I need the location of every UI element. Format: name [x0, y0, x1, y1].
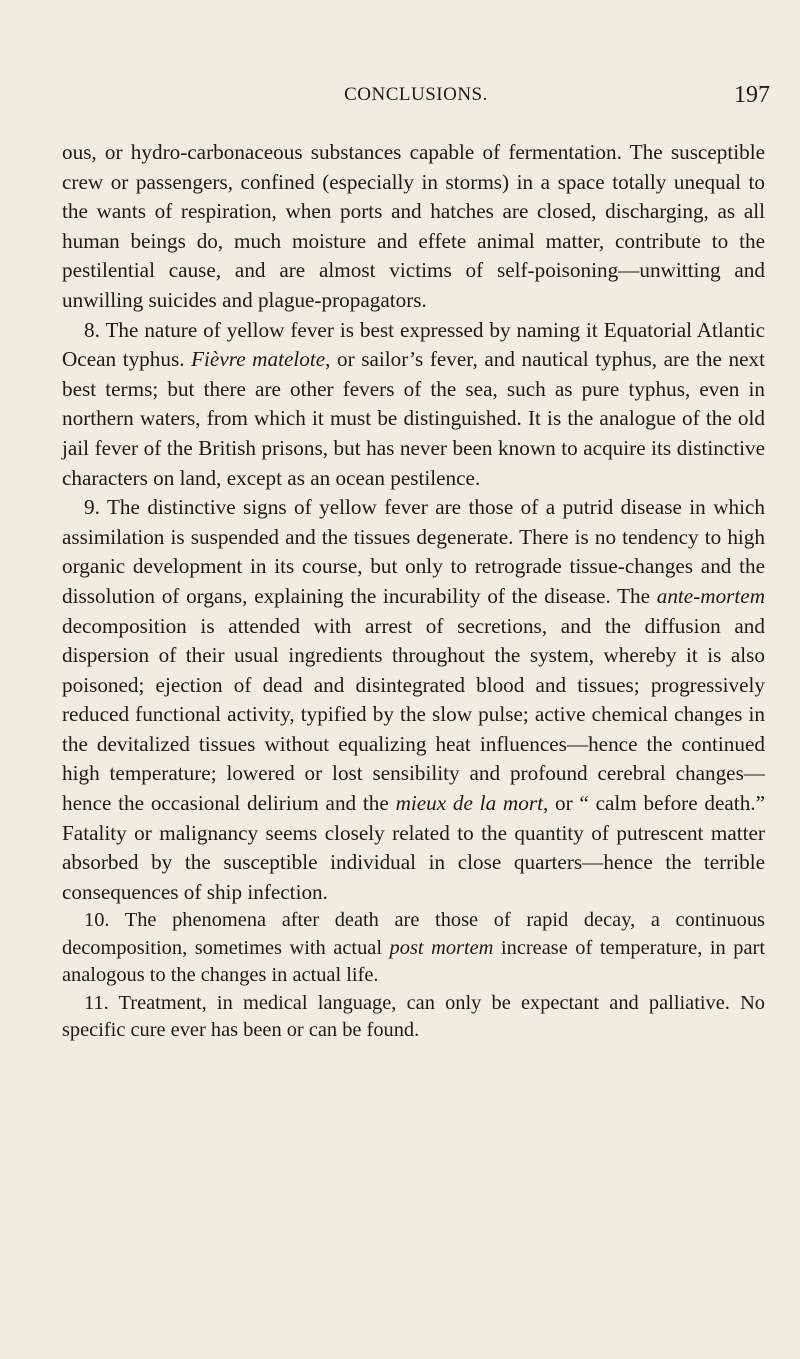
- paragraph-10: 10. The phenomena after death are those of rapid decay, a continuous decomposition, sometimes with actual post mortem increase of temperature, in part analogous to the changes in actual life.: [62, 909, 765, 987]
- italic-term: Fièvre matelote: [191, 347, 326, 372]
- italic-term: mieux de la mort: [395, 791, 543, 816]
- paragraph-9: 9. The distinctive signs of yellow fever are those of a putrid disease in which assimilation is suspended and the tissues degenerate. There is no tendency to high organic development in its course, but only to retrograde tissue-changes and the dissolution of organs, explaining the incurability of the disease. The ante-mortem decomposition is attended with arrest of secretions, and the diffusion and dispersion of their usual ingredients throughout the system, whereby it is also poisoned; ejection of dead and disintegrated blood and tissues; progressively reduced functional activity, typified by the slow pulse; active chemical changes in the devitalized tissues without equalizing heat influences—hence the continued high temperature; lowered or lost sensibility and profound cerebral changes—hence the occasional delirium and the mieux de la mort, or “ calm before death.” Fatality or malignancy seems closely related to the quantity of putrescent matter absorbed by the susceptible individual in close quarters—hence the terrible consequences of ship infection.: [62, 495, 765, 904]
- paragraph-11: 11. Treatment, in medical language, can only be expectant and palliative. No specific cure ever has been or can be found.: [62, 991, 765, 1042]
- running-head: [62, 84, 770, 112]
- italic-term: ante-mortem: [656, 583, 765, 608]
- paragraph-7-continuation: ous, or hydro-carbonaceous substances capable of fermentation. The susceptible crew or passengers, confined (especially in storms) in a space totally unequal to the wants of respiration, when ports and hatches are closed, discharging, as all human beings do, much moisture and effete animal matter, contribute to the pestilential cause, and are almost victims of self-poisoning—unwitting and unwilling suicides and plague-propagators.: [62, 140, 765, 312]
- body-text: [62, 138, 765, 1045]
- running-title: CONCLUSIONS.: [344, 84, 488, 105]
- page-number: 197: [734, 82, 770, 108]
- paragraph-8: 8. The nature of yellow fever is best expressed by naming it Equatorial Atlantic Ocean typhus. Fièvre matelote, or sailor’s fever, and nautical typhus, are the next best terms; but there are other fevers of the sea, such as pure typhus, even in northern waters, from which it must be distinguished. It is the analogue of the old jail fever of the British prisons, but has never been known to acquire its distinctive characters on land, except as an ocean pestilence.: [62, 317, 765, 490]
- italic-term: post mortem: [389, 936, 494, 959]
